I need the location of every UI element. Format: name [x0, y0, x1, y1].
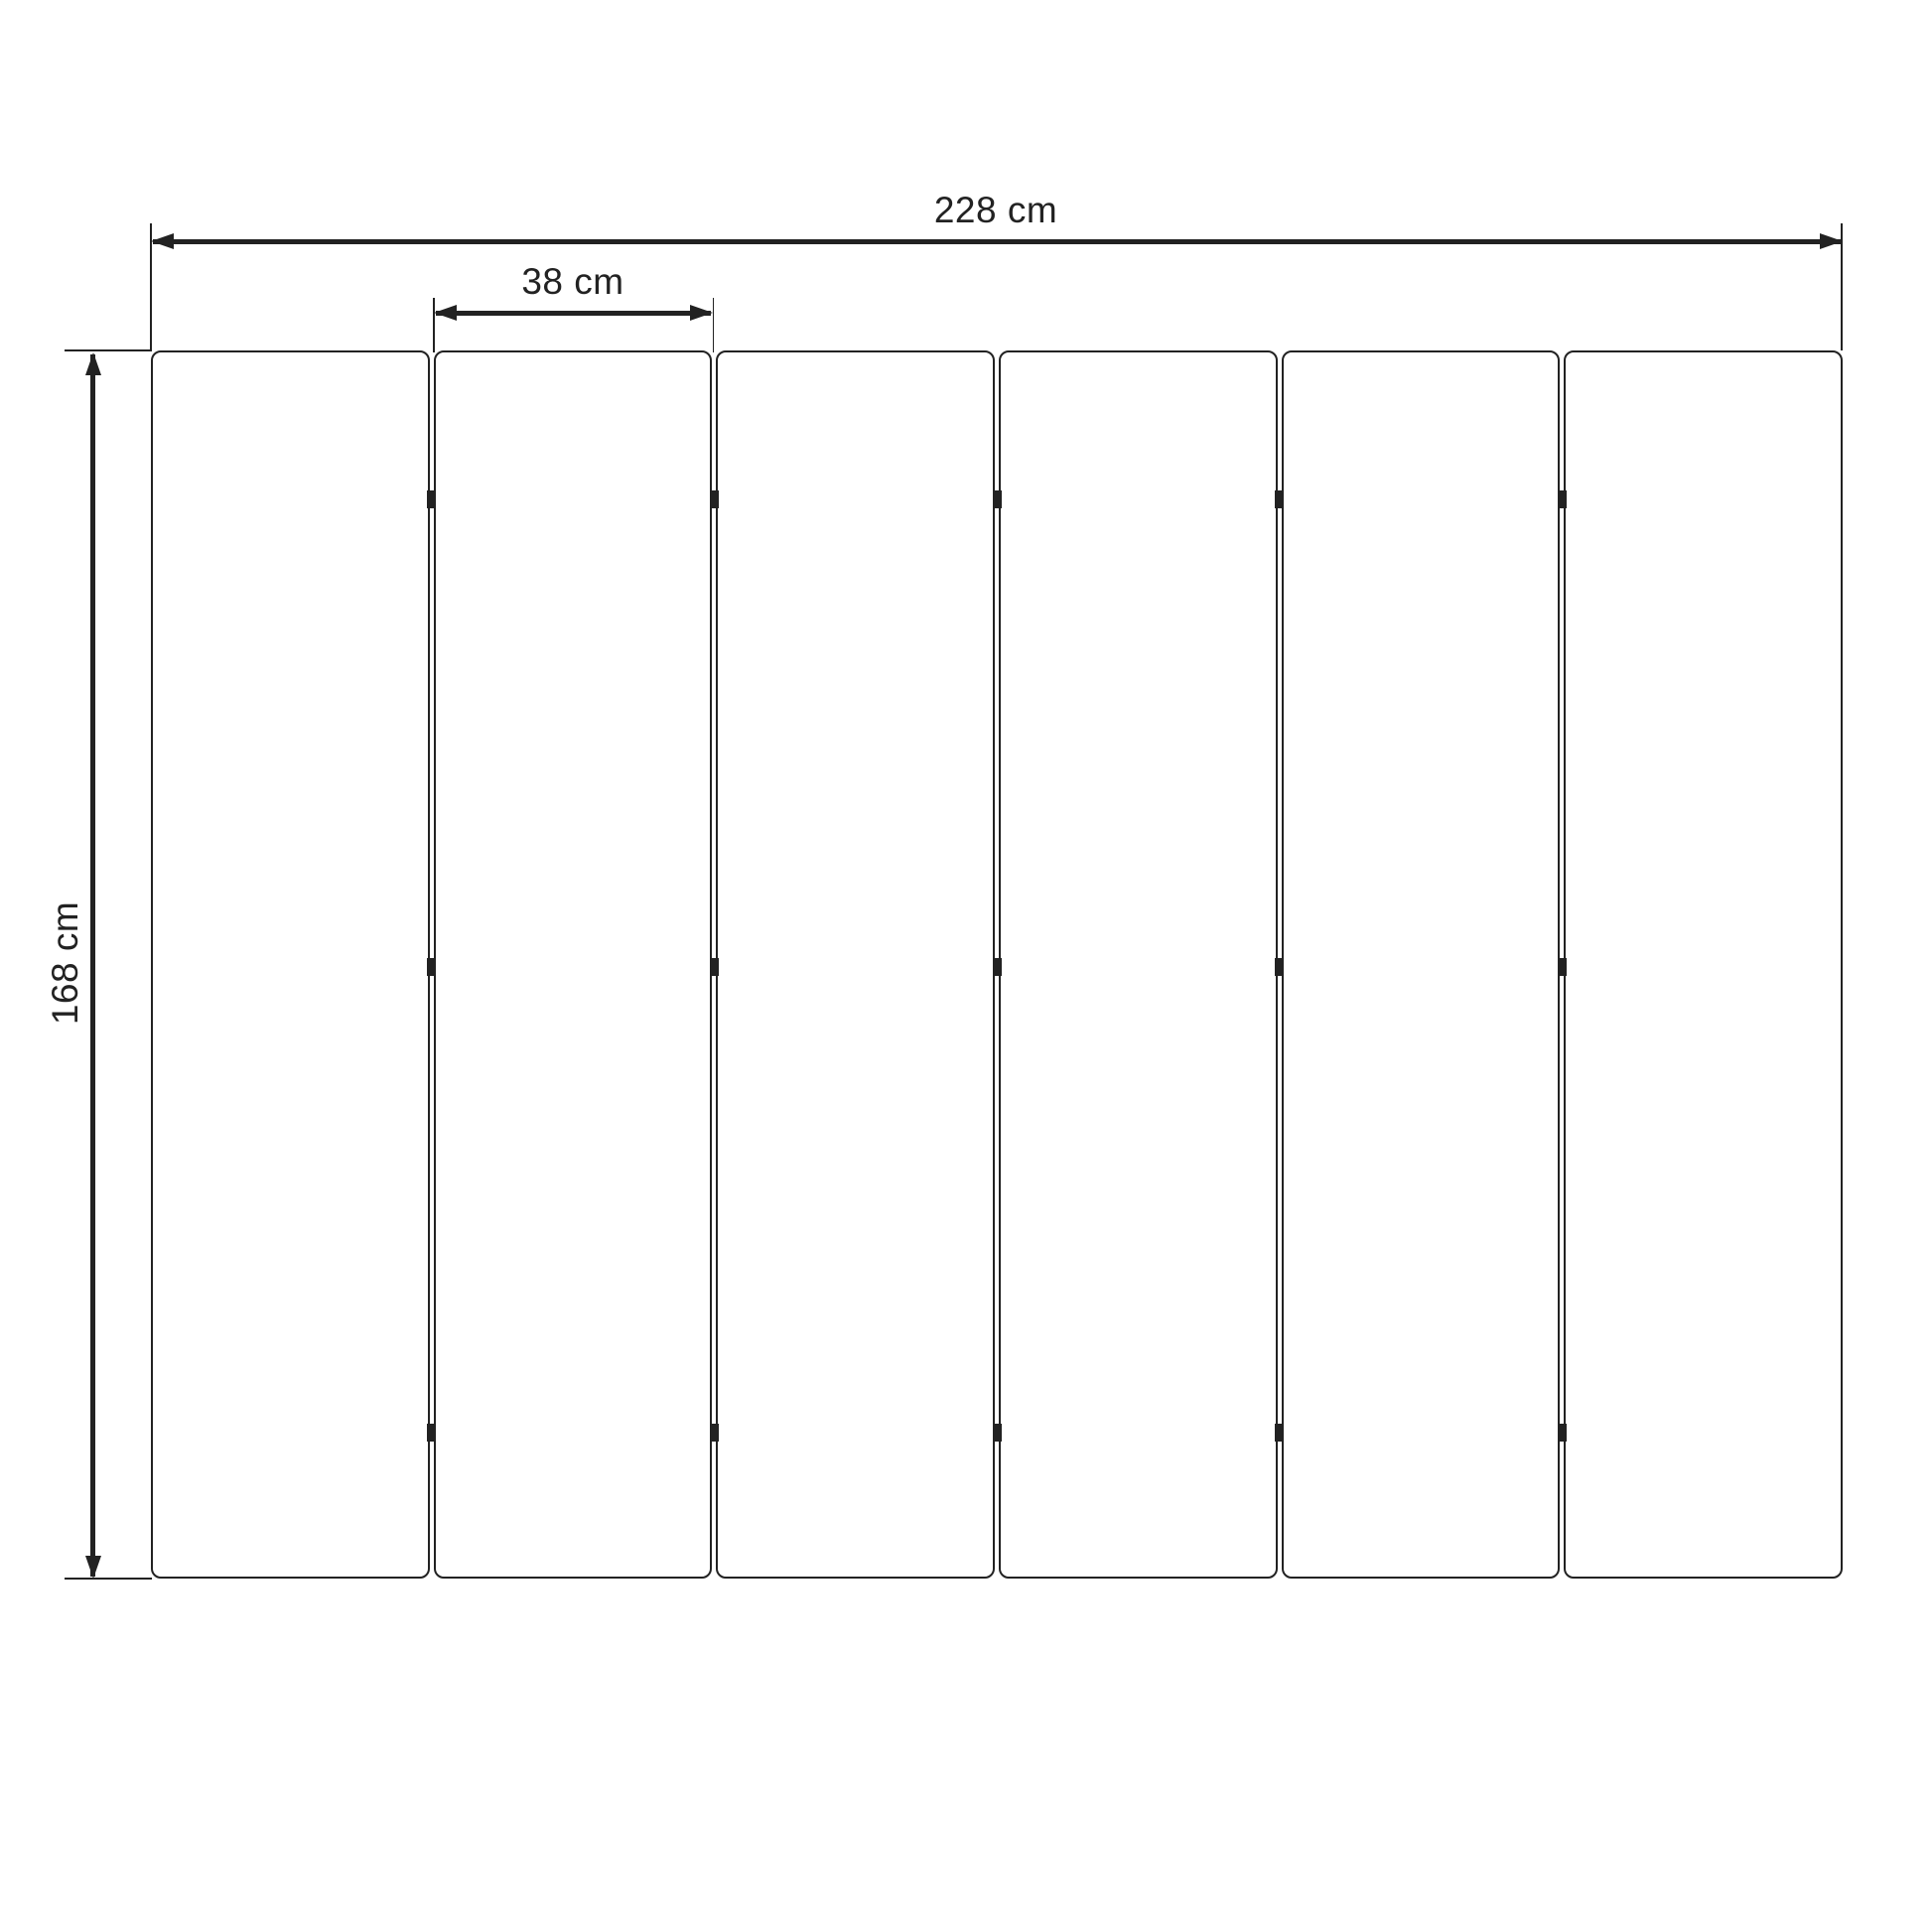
- arrowhead-left: [434, 305, 457, 321]
- dimension-line-height: [90, 354, 95, 1577]
- hinge: [1558, 1424, 1567, 1442]
- panel: [999, 350, 1278, 1579]
- extension-line-height-top: [65, 349, 152, 351]
- panel: [1564, 350, 1843, 1579]
- hinge: [1275, 958, 1284, 976]
- panel: [1282, 350, 1561, 1579]
- hinge: [427, 1424, 436, 1442]
- dimension-label-total-width: 228 cm: [933, 190, 1058, 230]
- panel: [434, 350, 713, 1579]
- hinge: [427, 490, 436, 508]
- hinge: [1275, 490, 1284, 508]
- arrowhead-down: [85, 1556, 101, 1579]
- hinge: [1558, 958, 1567, 976]
- hinge: [993, 490, 1002, 508]
- hinge: [993, 958, 1002, 976]
- hinge: [710, 1424, 719, 1442]
- arrowhead-right: [1820, 233, 1843, 249]
- hinge: [1558, 490, 1567, 508]
- panel: [716, 350, 995, 1579]
- extension-line-height-bottom: [65, 1578, 152, 1580]
- arrowhead-up: [85, 352, 101, 375]
- hinge: [710, 490, 719, 508]
- panel: [151, 350, 430, 1579]
- dimension-line-total-width: [153, 239, 1841, 244]
- hinge: [427, 958, 436, 976]
- dimension-label-panel-width: 38 cm: [521, 261, 624, 302]
- hinge: [710, 958, 719, 976]
- arrowhead-left: [151, 233, 174, 249]
- dimension-line-panel-width: [436, 311, 711, 316]
- hinge: [993, 1424, 1002, 1442]
- hinge: [1275, 1424, 1284, 1442]
- arrowhead-right: [690, 305, 713, 321]
- dimension-label-height: 168 cm: [45, 900, 85, 1026]
